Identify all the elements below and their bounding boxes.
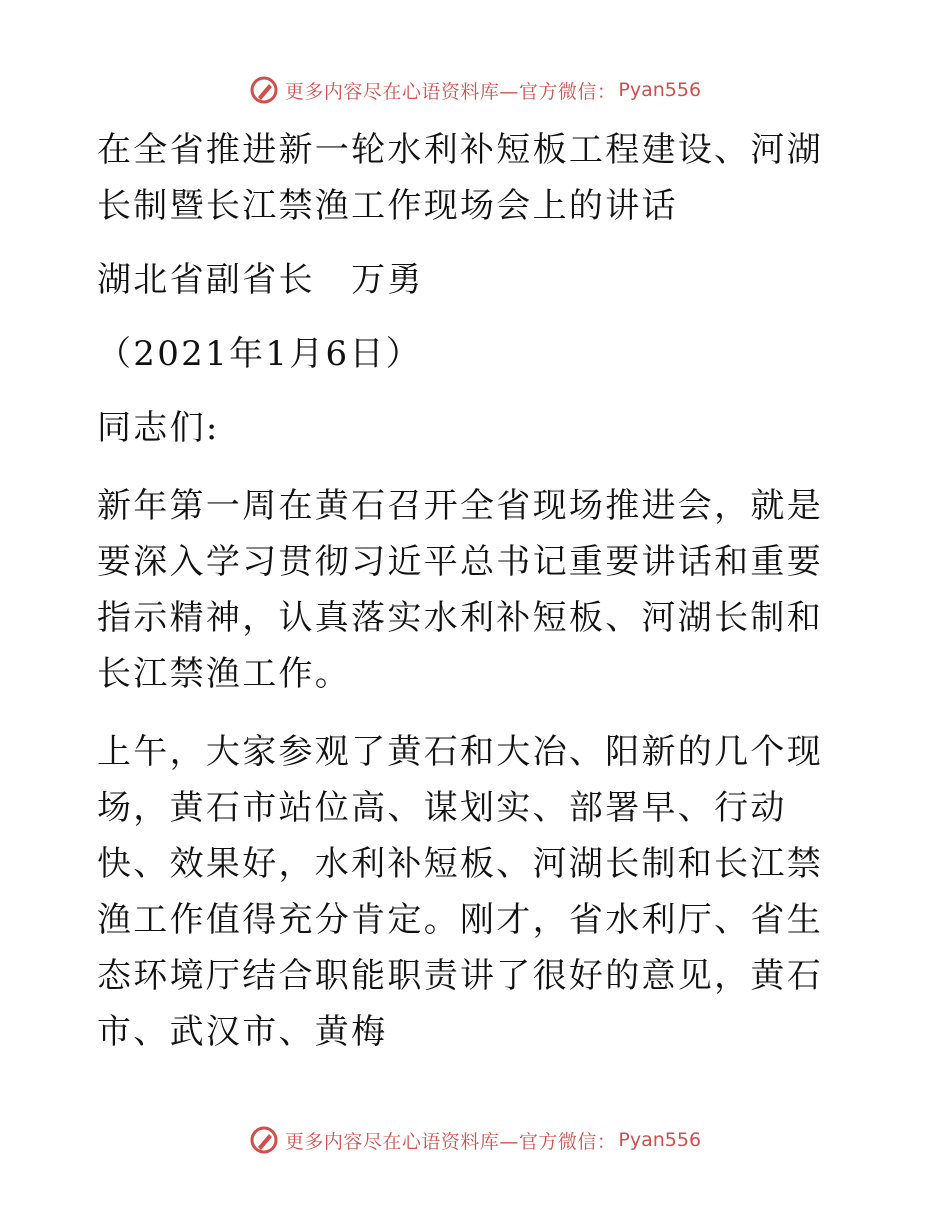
pen-logo-icon [249, 75, 279, 105]
paragraph-2: 上午，大家参观了黄石和大冶、阳新的几个现场，黄石市站位高、谋划实、部署早、行动快、效果好，水利补短板、河湖长制和长江禁渔工作值得充分肯定。刚才，省水利厅、省生态环境厅结合职能职责讲了很好的意见，黄石市、武汉市、黄梅 [97, 732, 823, 1052]
document-title: 在全省推进新一轮水利补短板工程建设、河湖长制暨长江禁渔工作现场会上的讲话 [97, 130, 823, 226]
watermark-wechat-id: Pyan556 [618, 79, 702, 101]
paragraph-1: 新年第一周在黄石召开全省现场推进会，就是要深入学习贯彻习近平总书记重要讲话和重要指示精神，认真落实水利补短板、河湖长制和长江禁渔工作。 [97, 486, 823, 694]
speaker-line: 湖北省副省长 万勇 [97, 260, 424, 300]
pen-logo-icon [249, 1125, 279, 1155]
salutation: 同志们: [97, 408, 220, 448]
date-line: （2021年1月6日） [97, 334, 423, 374]
watermark-wechat-id: Pyan556 [618, 1129, 702, 1151]
document-body [97, 122, 857, 1082]
watermark-text: 更多内容尽在心语资料库—官方微信： [284, 1130, 617, 1153]
footer-watermark [0, 1120, 950, 1160]
header-watermark [0, 70, 950, 110]
watermark-text: 更多内容尽在心语资料库—官方微信： [284, 80, 617, 103]
